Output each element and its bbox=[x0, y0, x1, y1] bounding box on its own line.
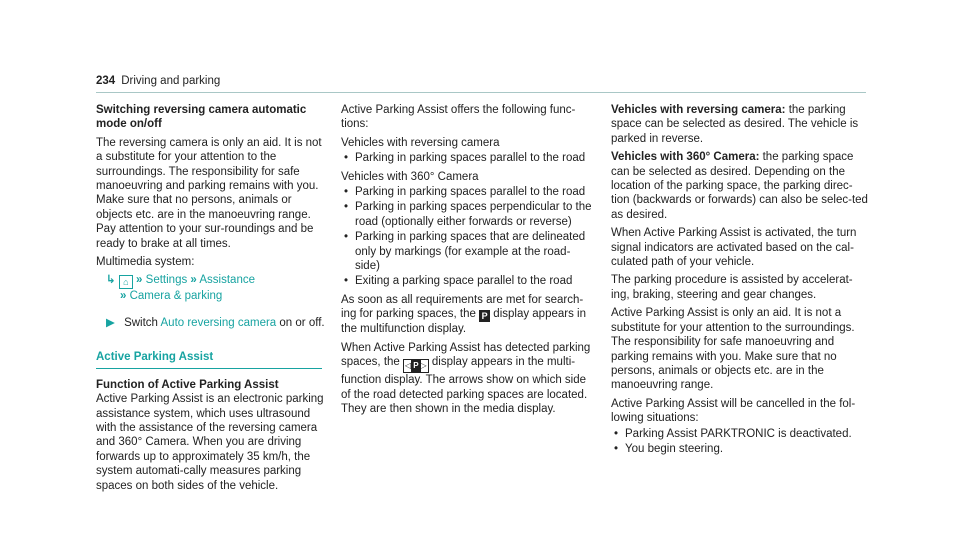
paragraph: Active Parking Assist offers the following func-tions: bbox=[341, 104, 576, 131]
list bbox=[341, 185, 593, 289]
bold-lead: Vehicles with 360° Camera: bbox=[611, 151, 760, 164]
list-item: • Parking in parking spaces parallel to the road bbox=[341, 185, 593, 199]
section-title: Active Parking Assist bbox=[96, 350, 322, 368]
subheading: Function of Active Parking Assist bbox=[96, 378, 279, 391]
auto-reversing-camera-option[interactable]: Auto reversing camera bbox=[160, 316, 277, 329]
paragraph bbox=[341, 341, 593, 417]
action-arrow-icon: ▶ bbox=[106, 316, 115, 329]
column-2 bbox=[341, 103, 593, 420]
page-header bbox=[96, 74, 220, 88]
paragraph: The parking procedure is assisted by accelerat-ing, braking, steering and gear changes. bbox=[611, 274, 853, 301]
list-item: • Exiting a parking space parallel to the road bbox=[341, 274, 593, 288]
column-1 bbox=[96, 103, 328, 497]
nav-assistance[interactable]: Assistance bbox=[199, 274, 255, 287]
list-item: • Parking Assist PARKTRONIC is deactivated. bbox=[611, 427, 871, 441]
paragraph: When Active Parking Assist is activated, the turn signal indicators are activated based on the cal-culated path of your vehicle. bbox=[611, 227, 857, 269]
list bbox=[341, 151, 593, 165]
text-span: the parking space can be selected as desired. Depending on the location of the parking space, the parking direc-tion (backwards or forwards) can also be selec-ted as desired. bbox=[611, 151, 868, 221]
chapter-title: Driving and parking bbox=[121, 75, 221, 87]
action-prefix: Switch bbox=[124, 316, 158, 329]
column-3 bbox=[611, 103, 871, 460]
text-span: As soon as all requirements are met for search-ing for parking spaces, the bbox=[341, 293, 584, 321]
paragraph: Active Parking Assist will be cancelled in the fol-lowing situations: bbox=[611, 397, 856, 425]
nav-camera-parking[interactable]: Camera & parking bbox=[129, 290, 223, 303]
nav-settings[interactable]: Settings bbox=[145, 274, 188, 287]
multimedia-label: Multimedia system: bbox=[96, 256, 195, 269]
list-item: • Parking in parking spaces that are delineated only by markings (for example at the road-side) bbox=[341, 230, 593, 273]
nav-arrow-icon: » bbox=[190, 274, 197, 287]
nav-start-arrow-icon: ↳ bbox=[106, 274, 116, 287]
list-item: • Parking in parking spaces parallel to the road bbox=[341, 151, 593, 165]
paragraph: The reversing camera is only an aid. It is not a substitute for your attention to the surroundings. The responsibility for safe manoeuvring and parking remains with you. Make sure that no persons, animals or objects etc. are in the manoeuvring range. Pay attention to your sur-roundings and be ready to brake at all times. bbox=[96, 136, 322, 250]
section-heading: Switching reversing camera automatic mode on/off bbox=[96, 104, 307, 131]
parking-symbol-icon: P bbox=[479, 310, 490, 322]
group-label: Vehicles with 360° Camera bbox=[341, 170, 479, 183]
action-step bbox=[106, 316, 328, 330]
list bbox=[611, 427, 871, 457]
paragraph bbox=[341, 293, 593, 337]
nav-arrow-icon: » bbox=[120, 290, 127, 303]
action-suffix: on or off. bbox=[279, 316, 325, 329]
text-span: the parking space can be selected as desired. The vehicle is parked in reverse. bbox=[611, 104, 859, 145]
text-span: display appears in the multi-function display. The arrows show on which side of the road detected parking spaces are located. They are then shown in the media display. bbox=[341, 356, 588, 415]
bold-lead: Vehicles with reversing camera: bbox=[611, 104, 786, 116]
paragraph: Active Parking Assist is an electronic parking assistance system, which uses ultrasound with the assistance of the reversing camera and 360° Camera. When you are driving forwards up to approximately 35 km/h, the system automati-cally measures parking spaces on both sides of the vehicle. bbox=[96, 393, 324, 492]
list-item: • You begin steering. bbox=[611, 442, 871, 456]
group-label: Vehicles with reversing camera bbox=[341, 136, 500, 149]
list-item: • Parking in parking spaces perpendicular to the road (optionally either forwards or reverse) bbox=[341, 200, 593, 229]
parking-arrows-symbol-icon: ◁ P ▷ bbox=[403, 359, 429, 373]
text-span: display appears in the multifunction display. bbox=[341, 308, 586, 336]
header-rule bbox=[96, 92, 866, 93]
paragraph bbox=[611, 150, 871, 222]
text-span: When Active Parking Assist has detected parking spaces, the bbox=[341, 341, 591, 369]
paragraph: Active Parking Assist is only an aid. It is not a substitute for your attention to the surroundings. The responsibility for safe manoeuvring and parking remains with you. Make sure that no persons, animals or objects etc. are in the manoeuvring range. bbox=[611, 307, 855, 392]
home-icon[interactable]: ⌂ bbox=[119, 275, 133, 289]
paragraph bbox=[611, 103, 871, 146]
page-number: 234 bbox=[96, 75, 116, 87]
nav-arrow-icon: » bbox=[136, 274, 143, 287]
navigation-path bbox=[96, 273, 328, 303]
